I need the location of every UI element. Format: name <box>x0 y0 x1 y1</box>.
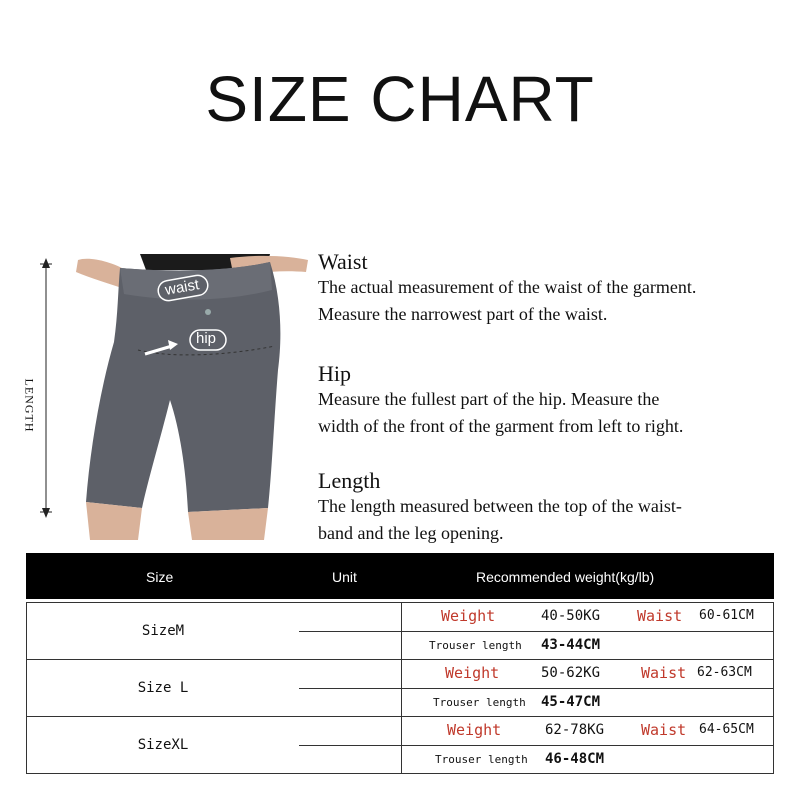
waist-tag: waist <box>163 276 201 299</box>
length-heading: Length <box>318 468 381 493</box>
trouser-value: 43-44CM <box>541 637 601 653</box>
size-table <box>26 553 774 774</box>
size-cell: SizeM <box>141 623 185 639</box>
size-cell: SizeXL <box>137 737 189 753</box>
length-description <box>318 469 788 547</box>
header-size: Size <box>146 569 174 585</box>
weight-value: 62-78KG <box>545 722 605 738</box>
waist-heading: Waist <box>318 249 368 274</box>
size-cell: Size L <box>137 680 189 696</box>
header-recommended: Recommended weight(kg/lb) <box>476 569 655 585</box>
trouser-label: Trouser length <box>435 753 528 766</box>
waist-value: 60-61CM <box>699 608 754 623</box>
weight-value: 40-50KG <box>541 608 601 624</box>
table-row <box>26 660 774 717</box>
table-row <box>26 602 774 660</box>
hip-heading: Hip <box>318 361 351 386</box>
length-line: The length measured between the top of the waist- <box>318 496 682 516</box>
waist-line: Measure the narrowest part of the waist. <box>318 304 608 324</box>
trouser-value: 45-47CM <box>541 694 601 710</box>
waist-value: 62-63CM <box>697 665 752 680</box>
weight-label: Weight <box>441 607 496 625</box>
weight-value: 50-62KG <box>541 665 601 681</box>
hip-description <box>318 362 788 440</box>
page-title: SIZE CHART <box>205 63 595 135</box>
waist-line: The actual measurement of the waist of the garment. <box>318 277 697 297</box>
weight-label: Weight <box>447 721 502 739</box>
trouser-label: Trouser length <box>433 696 526 709</box>
waist-description <box>318 250 788 328</box>
product-figure <box>20 250 320 545</box>
waist-label: Waist <box>637 607 683 625</box>
hip-line: Measure the fullest part of the hip. Measure the <box>318 389 660 409</box>
trouser-value: 46-48CM <box>545 751 605 767</box>
length-line: band and the leg opening. <box>318 523 504 543</box>
table-row <box>26 717 774 774</box>
trouser-label: Trouser length <box>429 639 522 652</box>
hip-tag: hip <box>196 330 217 347</box>
waist-label: Waist <box>641 664 687 682</box>
length-label: LENGTH <box>22 378 37 433</box>
hip-line: width of the front of the garment from left to right. <box>318 416 684 436</box>
weight-label: Weight <box>445 664 500 682</box>
waist-label: Waist <box>641 721 687 739</box>
header-unit: Unit <box>332 569 357 585</box>
waist-value: 64-65CM <box>699 722 754 737</box>
table-header <box>26 553 774 599</box>
